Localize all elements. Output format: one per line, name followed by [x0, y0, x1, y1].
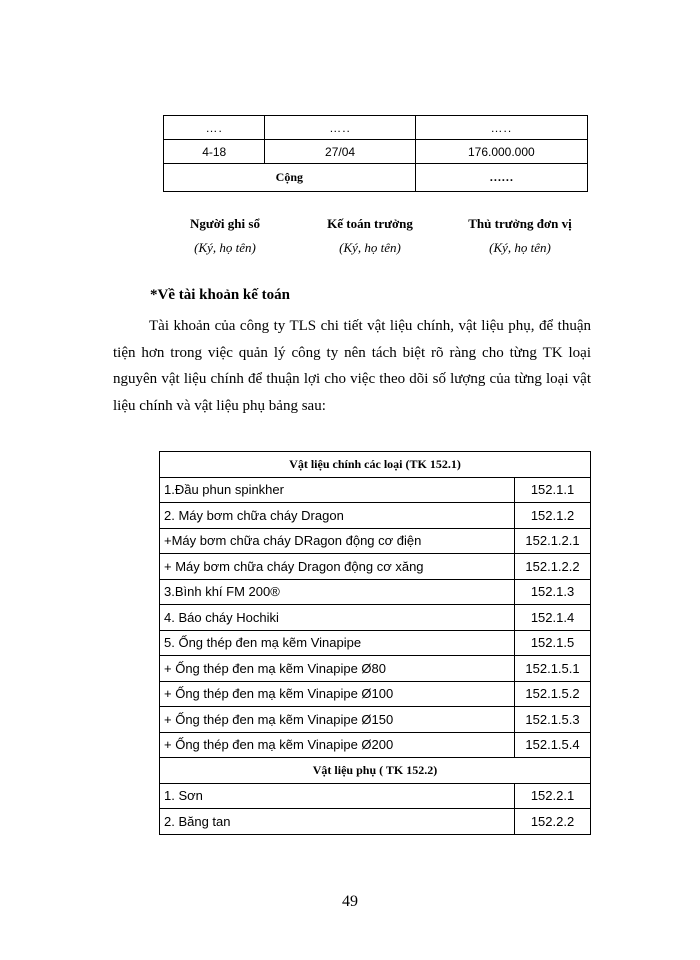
table-row	[160, 605, 591, 631]
main-materials-header: Vật liệu chính các loại (TK 152.1)	[160, 452, 591, 478]
signature-note: (Ký, họ tên)	[339, 240, 401, 255]
table-cell: ….	[164, 116, 265, 140]
paragraph-text: Tài khoản của công ty TLS chi tiết vật liệu chính, vật liệu phụ, để thuận tiện hơn trong việc quản lý công ty nên tách biệt rõ ràng cho từng TK loại nguyên vật liệu chính để thuận lợi cho việc theo dõi số lượng của từng loại vật liệu chính và vật liệu phụ bảng sau:	[113, 318, 591, 415]
table-cell: 176.000.000	[415, 140, 587, 164]
signature-director	[450, 216, 590, 256]
table-row	[164, 116, 588, 140]
table-row	[160, 528, 591, 554]
account-code: 152.1.5	[515, 630, 591, 656]
account-code: 152.1.3	[515, 579, 591, 605]
account-code: 152.1.5.1	[515, 656, 591, 682]
material-name: + Ống thép đen mạ kẽm Vinapipe Ø200	[160, 732, 515, 758]
table-row	[160, 656, 591, 682]
ledger-table	[163, 115, 588, 192]
signature-chief-accountant	[305, 216, 435, 256]
signature-role: Người ghi sổ	[190, 216, 260, 231]
account-code: 152.1.1	[515, 477, 591, 503]
account-code: 152.1.5.4	[515, 732, 591, 758]
material-name: 3.Bình khí FM 200®	[160, 579, 515, 605]
material-name: + Ống thép đen mạ kẽm Vinapipe Ø100	[160, 681, 515, 707]
account-code: 152.1.2	[515, 503, 591, 529]
account-code: 152.1.5.2	[515, 681, 591, 707]
page-number: 49	[342, 893, 358, 910]
material-name: + Máy bơm chữa cháy Dragon động cơ xăng	[160, 554, 515, 580]
table-row	[160, 503, 591, 529]
table-cell: …..	[415, 116, 587, 140]
account-code: 152.1.4	[515, 605, 591, 631]
table-cell: 4-18	[164, 140, 265, 164]
table-row	[160, 579, 591, 605]
body-paragraph	[113, 313, 591, 420]
table-row	[160, 732, 591, 758]
account-code: 152.2.1	[515, 783, 591, 809]
signature-recorder	[170, 216, 280, 256]
signature-role: Kế toán trưởng	[327, 216, 413, 231]
material-name: + Ống thép đen mạ kẽm Vinapipe Ø80	[160, 656, 515, 682]
material-name: 1. Sơn	[160, 783, 515, 809]
table-row	[160, 783, 591, 809]
table-row	[160, 707, 591, 733]
table-row	[160, 554, 591, 580]
table-row	[160, 809, 591, 835]
account-table	[159, 451, 591, 835]
total-row	[164, 164, 588, 192]
account-code: 152.1.5.3	[515, 707, 591, 733]
material-name: 1.Đầu phun spinkher	[160, 477, 515, 503]
material-name: 5. Ống thép đen mạ kẽm Vinapipe	[160, 630, 515, 656]
material-name: +Máy bơm chữa cháy DRagon động cơ điện	[160, 528, 515, 554]
table-row	[164, 140, 588, 164]
table-header-row	[160, 452, 591, 478]
account-code: 152.2.2	[515, 809, 591, 835]
material-name: 2. Băng tan	[160, 809, 515, 835]
material-name: 2. Máy bơm chữa cháy Dragon	[160, 503, 515, 529]
material-name: + Ống thép đen mạ kẽm Vinapipe Ø150	[160, 707, 515, 733]
table-row	[160, 477, 591, 503]
total-value: ……	[415, 164, 587, 192]
account-code: 152.1.2.2	[515, 554, 591, 580]
table-row	[160, 681, 591, 707]
signature-note: (Ký, họ tên)	[489, 240, 551, 255]
section-heading: *Về tài khoản kế toán	[150, 287, 291, 303]
account-code: 152.1.2.1	[515, 528, 591, 554]
material-name: 4. Báo cháy Hochiki	[160, 605, 515, 631]
sub-materials-header: Vật liệu phụ ( TK 152.2)	[160, 758, 591, 784]
signature-note: (Ký, họ tên)	[194, 240, 256, 255]
table-cell: 27/04	[265, 140, 415, 164]
total-label: Cộng	[164, 164, 416, 192]
table-header-row	[160, 758, 591, 784]
table-row	[160, 630, 591, 656]
signature-role: Thủ trưởng đơn vị	[468, 216, 572, 231]
table-cell: …..	[265, 116, 415, 140]
